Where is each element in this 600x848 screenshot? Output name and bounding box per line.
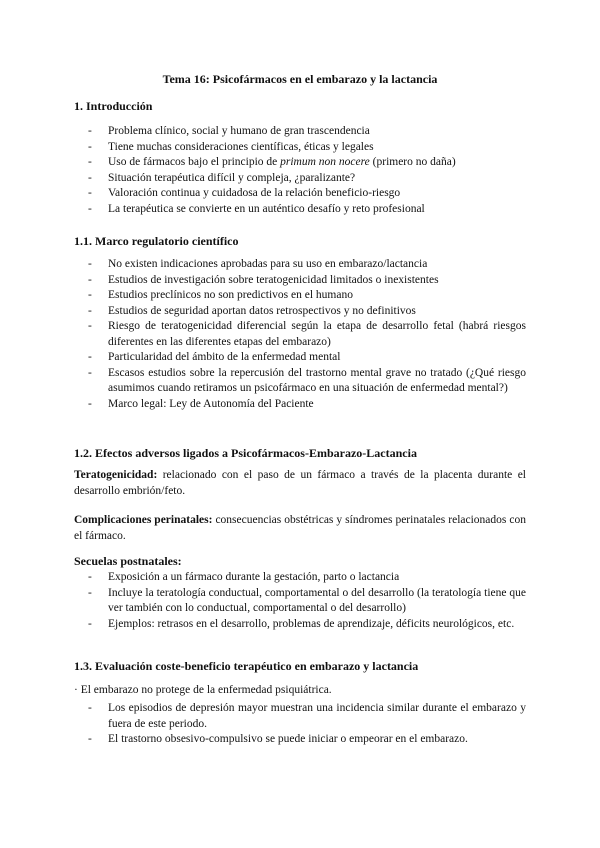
latin-phrase: primum non nocere: [280, 156, 370, 168]
list-item: - Riesgo de teratogenicidad diferencial según la etapa de desarrollo fetal (habrá riesgos diferentes en las diferentes etapas del embarazo): [74, 319, 526, 350]
list-item: - No existen indicaciones aprobadas para su uso en embarazo/lactancia: [74, 257, 526, 273]
list-evaluacion: [74, 701, 526, 748]
list-item: - Tiene muchas consideraciones científicas, éticas y legales: [74, 140, 526, 156]
term-text: relacionado con el paso de un fármaco a través de la placenta durante el desarrollo embrión/feto.: [74, 469, 526, 497]
list-item: [74, 155, 526, 171]
list-item: - Estudios de investigación sobre teratogenicidad limitados o inexistentes: [74, 273, 526, 289]
list-item: - Ejemplos: retrasos en el desarrollo, problemas de aprendizaje, déficits neurológicos, etc.: [74, 617, 526, 633]
heading-evaluacion: 1.3. Evaluación coste-beneficio terapéutico en embarazo y lactancia: [74, 659, 419, 673]
heading-efectos-adversos: 1.2. Efectos adversos ligados a Psicofármacos-Embarazo-Lactancia: [74, 446, 417, 460]
list-secuelas: [74, 570, 526, 632]
paragraph-complicaciones: [74, 512, 526, 544]
list-item-text: (primero no daña): [369, 156, 456, 168]
list-item: - Exposición a un fármaco durante la gestación, parto o lactancia: [74, 570, 526, 586]
list-item: - Estudios preclínicos no son predictivos en el humano: [74, 288, 526, 304]
subheading-secuelas: Secuelas postnatales:: [74, 554, 182, 568]
list-item: - Valoración continua y cuidadosa de la relación beneficio-riesgo: [74, 186, 526, 202]
list-item: - Los episodios de depresión mayor muestran una incidencia similar durante el embarazo y fuera de este periodo.: [74, 701, 526, 732]
list-item: - El trastorno obsesivo-compulsivo se puede iniciar o empeorar en el embarazo.: [74, 732, 526, 748]
term-label: Teratogenicidad:: [74, 469, 158, 481]
list-item-text: Uso de fármacos bajo el principio de: [108, 156, 281, 168]
list-item: - Problema clínico, social y humano de gran trascendencia: [74, 124, 526, 140]
list-item: - Estudios de seguridad aportan datos retrospectivos y no definitivos: [74, 304, 526, 320]
term-label: Complicaciones perinatales:: [74, 514, 213, 526]
heading-marco-regulatorio: 1.1. Marco regulatorio científico: [74, 234, 239, 248]
list-item: - Escasos estudios sobre la repercusión del trastorno mental grave no tratado (¿Qué riesgo asumimos cuando retiramos un psicofármaco en una situación de enfermedad mental?): [74, 366, 526, 397]
paragraph-intro: · El embarazo no protege de la enfermedad psiquiátrica.: [74, 684, 332, 696]
list-item: - Particularidad del ámbito de la enfermedad mental: [74, 350, 526, 366]
list-item: - Situación terapéutica difícil y compleja, ¿paralizante?: [74, 171, 526, 187]
heading-introduccion: 1. Introducción: [74, 99, 153, 113]
list-item: - Incluye la teratología conductual, comportamental o del desarrollo (la teratología tiene que ver también con lo conductual, comportamental o del desarrollo): [74, 586, 526, 617]
term-text: consecuencias obstétricas y síndromes perinatales relacionados con el fármaco.: [74, 514, 526, 542]
list-marco-regulatorio: [74, 257, 526, 412]
list-introduccion: [74, 124, 526, 217]
list-item: - La terapéutica se convierte en un auténtico desafío y reto profesional: [74, 202, 526, 218]
paragraph-teratogenicidad: [74, 467, 526, 499]
document-title: Tema 16: Psicofármacos en el embarazo y la lactancia: [162, 72, 438, 86]
list-item: - Marco legal: Ley de Autonomía del Paciente: [74, 397, 526, 413]
